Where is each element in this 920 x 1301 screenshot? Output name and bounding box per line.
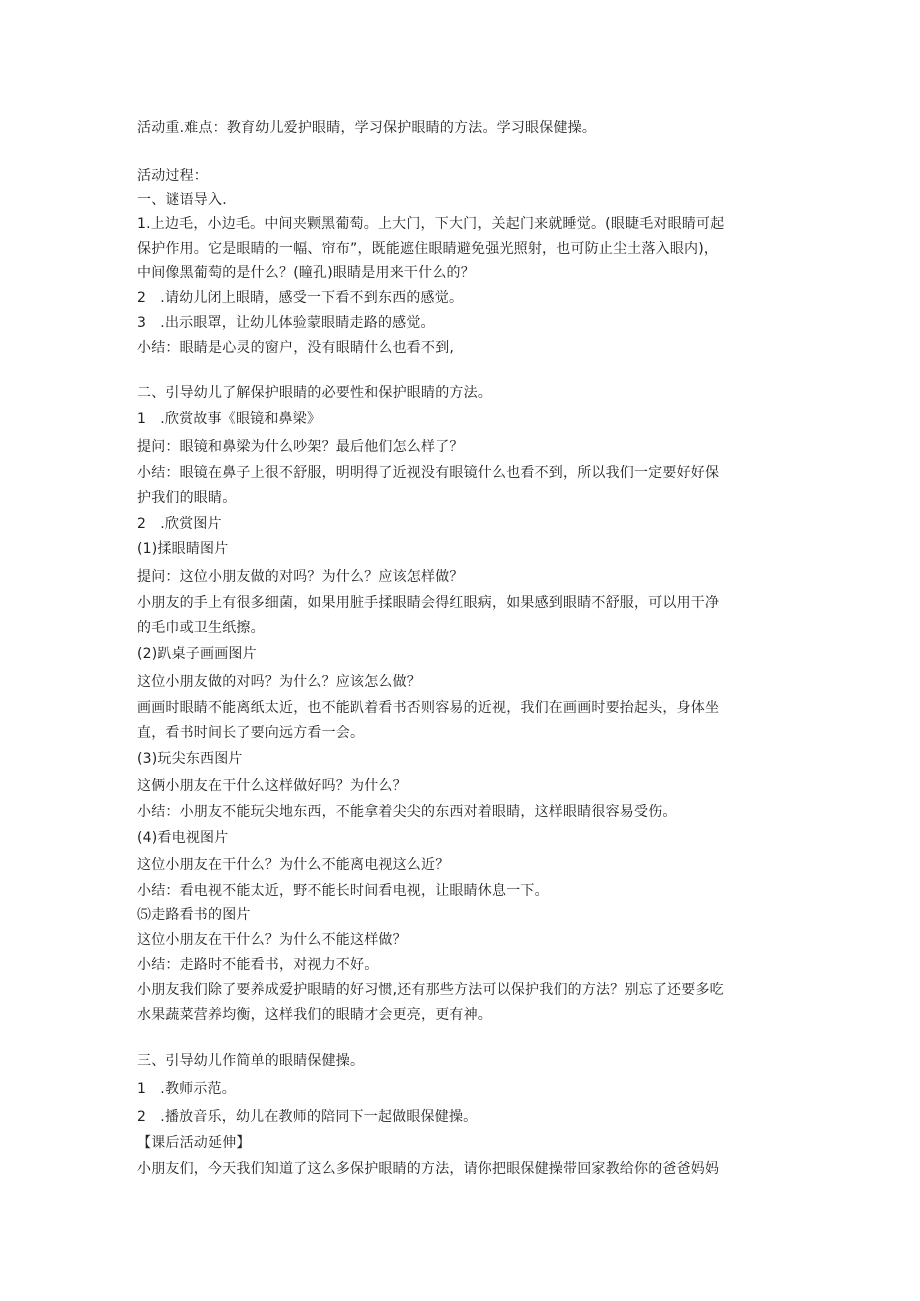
picture-3-summary: 小结：小朋友不能玩尖地东西，不能拿着尖尖的东西对着眼睛，这样眼睛很容易受伤。	[137, 804, 677, 820]
section2-item-2: 2 .欣赏图片	[137, 516, 222, 532]
section2-heading: 二、引导幼儿了解保护眼睛的必要性和保护眼睛的方法。	[137, 385, 492, 401]
section1-heading: 一、谜语导入.	[137, 192, 227, 208]
story-summary-line-1: 小结：眼镜在鼻子上很不舒服，明明得了近视没有眼镜什么也看不到，所以我们一定要好好保	[137, 465, 720, 481]
picture-1-answer-line-2: 的毛巾或卫生纸擦。	[137, 620, 265, 636]
story-question: 提问：眼镜和鼻梁为什么吵架？最后他们怎么样了？	[137, 439, 464, 455]
extension-line-1: 小朋友们，今天我们知道了这么多保护眼睛的方法，请你把眼保健操带回家教给你的爸爸妈妈	[137, 1161, 720, 1177]
section3-item-1: 1 .教师示范。	[137, 1081, 236, 1097]
picture-3-question: 这俩小朋友在干什么这样做好吗？为什么？	[137, 778, 407, 794]
picture-5-title: ⑸走路看书的图片	[137, 907, 251, 923]
closing-line-2: 水果蔬菜营养均衡，这样我们的眼睛才会更亮，更有神。	[137, 1007, 492, 1023]
riddle-line-2: 保护作用。它是眼睛的一幅、帘布”，既能遮住眼睛避免强光照射，也可防止尘土落入眼内)，	[137, 241, 719, 257]
picture-2-question: 这位小朋友做的对吗？为什么？应该怎么做？	[137, 674, 421, 690]
section3-item-2: 2 .播放音乐，幼儿在教师的陪同下一起做眼保健操。	[137, 1109, 478, 1125]
picture-1-question: 提问：这位小朋友做的对吗？为什么？应该怎样做？	[137, 569, 464, 585]
section1-item-2: 2 .请幼儿闭上眼睛，感受一下看不到东西的感觉。	[137, 290, 464, 306]
section2-item-1: 1 .欣赏故事《眼镜和鼻梁》	[137, 411, 322, 427]
section1-summary: 小结：眼睛是心灵的窗户，没有眼睛什么也看不到,	[137, 340, 455, 356]
section1-item-3: 3 .出示眼罩，让幼儿体验蒙眼睛走路的感觉。	[137, 315, 435, 331]
section3-heading: 三、引导幼儿作简单的眼睛保健操。	[137, 1053, 365, 1069]
picture-4-question: 这位小朋友在干什么？为什么不能离电视这么近？	[137, 857, 450, 873]
riddle-line-3: 中间像黑葡萄的是什么？(瞳孔)眼睛是用来干什么的？	[137, 265, 475, 281]
picture-4-summary: 小结：看电视不能太近，野不能长时间看电视，让眼睛休息一下。	[137, 883, 549, 899]
picture-5-summary: 小结：走路时不能看书，对视力不好。	[137, 957, 379, 973]
picture-4-title: (4)看电视图片	[137, 830, 229, 846]
picture-5-question: 这位小朋友在干什么？为什么不能这样做？	[137, 932, 407, 948]
story-summary-line-2: 护我们的眼睛。	[137, 490, 237, 506]
focus-line: 活动重.难点：教育幼儿爱护眼睛，学习保护眼睛的方法。学习眼保健操。	[137, 120, 597, 136]
picture-2-answer-line-2: 直，看书时间长了要向远方看一会。	[137, 725, 365, 741]
closing-line-1: 小朋友我们除了要养成爱护眼睛的好习惯,还有那些方法可以保护我们的方法？别忘了还要多吃	[137, 982, 724, 998]
picture-2-title: (2)趴桌子画画图片	[137, 646, 257, 662]
process-heading: 活动过程：	[137, 168, 208, 184]
picture-1-answer-line-1: 小朋友的手上有很多细菌，如果用脏手揉眼睛会得红眼病，如果感到眼睛不舒服，可以用干净	[137, 595, 720, 611]
extension-heading: 【课后活动延伸】	[137, 1135, 251, 1151]
picture-1-title: (1)揉眼睛图片	[137, 541, 229, 557]
picture-2-answer-line-1: 画画时眼睛不能离纸太近，也不能趴着看书否则容易的近视，我们在画画时要抬起头，身体坐	[137, 700, 720, 716]
riddle-line-1: 1.上边毛，小边毛。中间夹颗黑葡萄。上大门，下大门，关起门来就睡觉。(眼睫毛对眼睛可起	[137, 216, 725, 232]
picture-3-title: (3)玩尖东西图片	[137, 751, 243, 767]
